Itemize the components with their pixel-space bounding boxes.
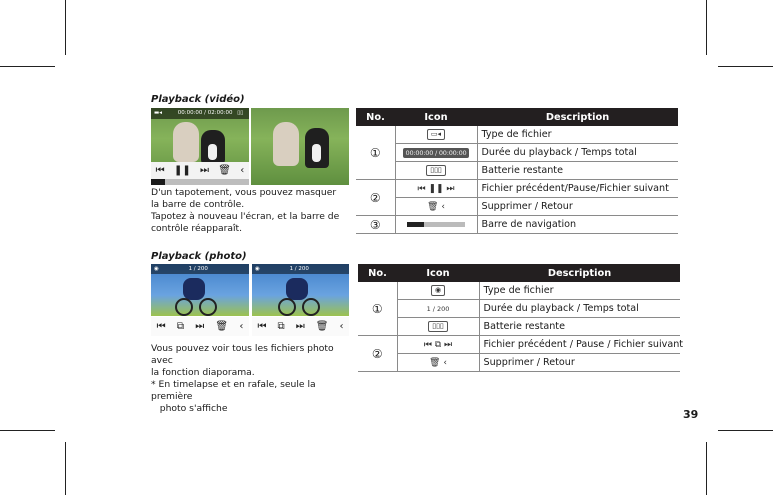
navigation-bar-cell — [395, 216, 477, 234]
video-description — [151, 187, 351, 235]
child-figure — [273, 122, 299, 166]
next-file-icon[interactable]: ⏭ — [195, 321, 205, 332]
section-title-video: Playback (vidéo) — [151, 94, 245, 105]
crop-mark — [718, 66, 773, 67]
video-control-bar — [151, 162, 249, 179]
timecode-icon — [395, 144, 477, 162]
prev-file-icon[interactable]: ⏮ — [155, 165, 165, 176]
prev-file-icon[interactable]: ⏮ — [257, 321, 267, 332]
crop-mark — [706, 442, 707, 495]
crop-mark — [0, 66, 55, 67]
video-scene-right — [251, 108, 349, 185]
table-row — [358, 336, 680, 354]
battery-icon: ▯▯▯ — [428, 321, 448, 332]
table-row — [356, 144, 678, 162]
page-number: 39 — [683, 408, 699, 421]
bike-wheel — [199, 298, 217, 316]
table-row — [358, 318, 680, 336]
slideshow-icon[interactable]: ⧉ — [277, 321, 285, 332]
body-line: * En timelapse et en rafale, seule la première — [151, 379, 316, 402]
camcorder-icon: ▭◂ — [427, 129, 445, 140]
body-line: la barre de contrôle. — [151, 199, 245, 210]
crop-mark — [706, 0, 707, 55]
header-description: Description — [477, 108, 678, 126]
row-description: Supprimer / Retour — [477, 198, 678, 216]
camera-icon: ◉ — [431, 285, 445, 296]
photo-playback-screenshot-right — [252, 264, 349, 336]
delete-back-icons: 🗑 ‹ — [395, 198, 477, 216]
dog-chest — [208, 144, 217, 160]
bike-wheel — [278, 298, 296, 316]
delete-back-icons: 🗑 ‹ — [397, 354, 479, 372]
row-description: Barre de navigation — [477, 216, 678, 234]
timecode-icon-text: 00:00:00 / 00:00:00 — [403, 148, 470, 158]
header-icon: Icon — [395, 108, 477, 126]
row-description: Type de fichier — [477, 126, 678, 144]
header-no: No. — [356, 108, 395, 126]
row-description: Type de fichier — [479, 282, 680, 300]
child-figure — [173, 122, 199, 162]
next-file-icon[interactable]: ⏭ — [295, 321, 305, 332]
table-row — [358, 354, 680, 372]
body-line: Tapotez à nouveau l'écran, et la barre de — [151, 211, 340, 222]
body-line: contrôle réapparaît. — [151, 223, 243, 234]
camcorder-icon: ▬◂ — [154, 110, 162, 116]
table-row — [356, 162, 678, 180]
row-description: Fichier précédent/Pause/Fichier suivant — [477, 180, 678, 198]
body-line: Vous pouvez voir tous les fichiers photo avec — [151, 343, 334, 366]
header-description: Description — [479, 264, 680, 282]
row-number: ③ — [356, 216, 395, 234]
video-icon-table — [356, 108, 678, 234]
delete-icon[interactable]: 🗑 — [315, 321, 329, 332]
delete-icon[interactable]: 🗑 — [218, 165, 231, 176]
row-description: Fichier précédent / Pause / Fichier suivant — [479, 336, 680, 354]
photo-description — [151, 343, 356, 415]
video-timecode: 00:00:00 / 02:00:00 — [177, 110, 233, 116]
camera-icon: ◉ — [255, 266, 260, 272]
photo-topbar — [252, 264, 349, 274]
video-navigation-bar[interactable] — [151, 179, 249, 185]
photo-topbar — [151, 264, 249, 274]
photo-control-bar — [252, 317, 349, 336]
section-title-photo: Playback (photo) — [151, 251, 247, 262]
prev-pause-next-icons: ⏮ ❚❚ ⏭ — [395, 180, 477, 198]
bike-wheel — [302, 298, 320, 316]
battery-cell — [397, 318, 479, 336]
prev-slideshow-next-icons: ⏮ ⧉ ⏭ — [397, 336, 479, 354]
bike-wheel — [175, 298, 193, 316]
counter-icon: 1 / 200 — [397, 300, 479, 318]
row-number: ① — [358, 282, 397, 336]
photo-playback-screenshot-left — [151, 264, 249, 336]
battery-icon: ▯▯ — [237, 110, 244, 116]
crop-mark — [0, 430, 55, 431]
back-icon[interactable]: ‹ — [240, 165, 245, 176]
row-description: Durée du playback / Temps total — [479, 300, 680, 318]
header-no: No. — [358, 264, 397, 282]
navigation-bar-icon — [407, 222, 465, 227]
crop-mark — [65, 0, 66, 55]
cyclist-figure — [183, 278, 205, 300]
crop-mark — [718, 430, 773, 431]
back-icon[interactable]: ‹ — [239, 321, 244, 332]
row-description: Durée du playback / Temps total — [477, 144, 678, 162]
battery-icon: ▯▯▯ — [426, 165, 446, 176]
body-line: photo s'affiche — [151, 403, 228, 414]
body-line: la fonction diaporama. — [151, 367, 255, 378]
table-row — [356, 216, 678, 234]
photo-counter: 1 / 200 — [289, 266, 309, 272]
delete-icon[interactable]: 🗑 — [215, 321, 229, 332]
prev-file-icon[interactable]: ⏮ — [156, 321, 166, 332]
table-row — [356, 180, 678, 198]
row-description: Batterie restante — [477, 162, 678, 180]
row-description: Supprimer / Retour — [479, 354, 680, 372]
table-row — [356, 198, 678, 216]
cyclist-figure — [286, 278, 308, 300]
dog-chest — [312, 144, 321, 162]
navigation-progress — [151, 179, 165, 185]
video-playback-screenshot — [151, 108, 349, 185]
table-row — [358, 282, 680, 300]
back-icon[interactable]: ‹ — [339, 321, 344, 332]
file-type-icon — [397, 282, 479, 300]
next-file-icon[interactable]: ⏭ — [200, 165, 209, 176]
photo-icon-table — [358, 264, 684, 372]
slideshow-icon[interactable]: ⧉ — [176, 321, 184, 332]
row-description: Batterie restante — [479, 318, 680, 336]
table-row — [358, 300, 680, 318]
table-row — [356, 126, 678, 144]
video-topbar — [151, 108, 249, 119]
photo-control-bar — [151, 317, 249, 336]
header-icon: Icon — [397, 264, 479, 282]
row-number: ① — [356, 126, 395, 180]
pause-icon[interactable]: ❚❚ — [173, 165, 191, 176]
photo-counter: 1 / 200 — [188, 266, 208, 272]
row-number: ② — [356, 180, 395, 216]
file-type-icon — [395, 126, 477, 144]
body-line: D'un tapotement, vous pouvez masquer — [151, 187, 337, 198]
battery-cell — [395, 162, 477, 180]
crop-mark — [65, 442, 66, 495]
row-number: ② — [358, 336, 397, 372]
camera-icon: ◉ — [154, 266, 159, 272]
